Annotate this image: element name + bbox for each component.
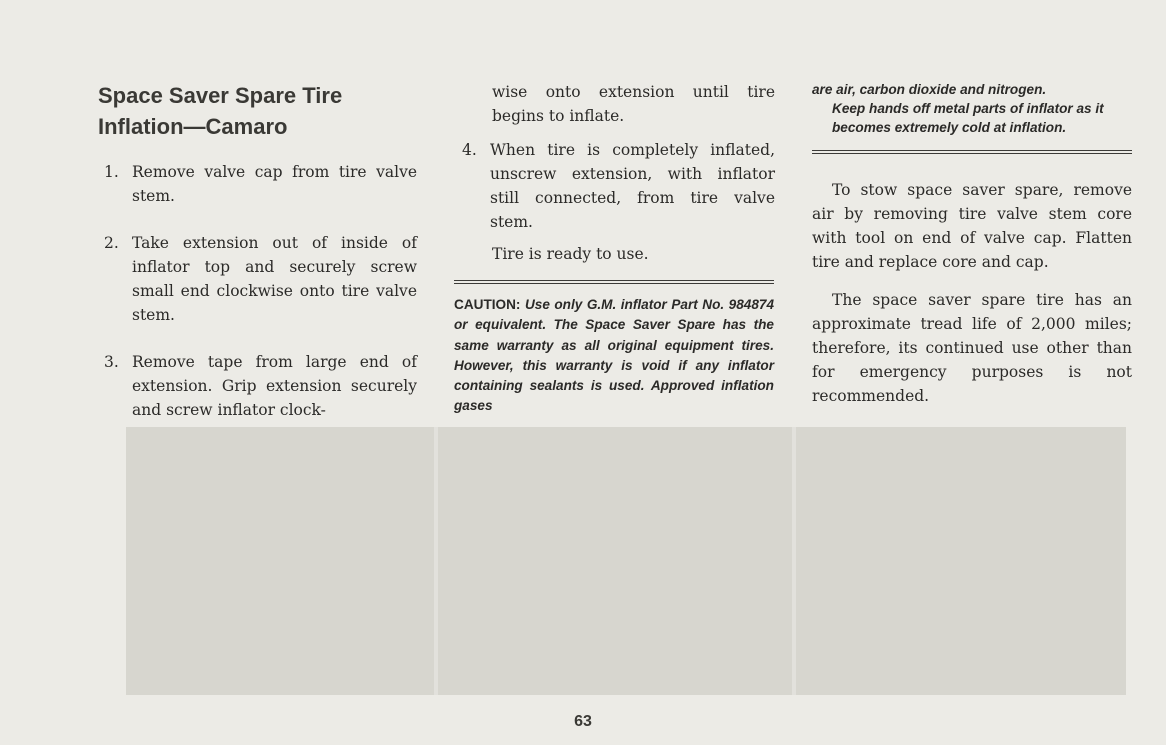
heading-line-1: Space Saver Spare Tire bbox=[98, 83, 343, 108]
section-heading bbox=[98, 80, 428, 142]
step-2 bbox=[104, 231, 417, 327]
column-left bbox=[104, 160, 417, 445]
step-3 bbox=[104, 350, 417, 422]
step-text: Take extension out of inside of inflator top and securely screw small end clockwise onto tire valve stem. bbox=[132, 234, 417, 324]
caution-text: Use only G.M. inflator Part No. 984874 or equivalent. The Space Saver Spare has the same warranty as all original equipment tires. However, this warranty is void if any inflator containing sealants is used. Approved inflation gases bbox=[454, 297, 774, 414]
step-text: When tire is completely inflated, unscrew extension, with inflator still connected, from tire valve stem. bbox=[490, 141, 775, 231]
step-number: 4. bbox=[462, 141, 477, 159]
caution-gases: are air, carbon dioxide and nitrogen. bbox=[812, 82, 1047, 97]
heading-line-2: Inflation—Camaro bbox=[98, 114, 288, 139]
step-number: 1. bbox=[104, 163, 119, 181]
double-rule bbox=[812, 150, 1132, 154]
step-number: 3. bbox=[104, 353, 119, 371]
caution-label: CAUTION: bbox=[454, 297, 521, 312]
step-number: 2. bbox=[104, 234, 119, 252]
column-right bbox=[812, 80, 1132, 422]
double-rule bbox=[454, 280, 774, 284]
step-1 bbox=[104, 160, 417, 208]
step-text: Remove valve cap from tire valve stem. bbox=[132, 163, 417, 205]
page-number: 63 bbox=[574, 713, 592, 730]
step-text: Remove tape from large end of extension. Grip extension securely and screw inflator clock- bbox=[132, 353, 417, 419]
caution-continued bbox=[812, 80, 1132, 137]
column-middle bbox=[454, 80, 775, 417]
step-3-continued: wise onto extension until tire begins to inflate. bbox=[492, 83, 775, 125]
column-divider bbox=[434, 427, 438, 695]
caution-cold-warning: Keep hands off metal parts of inflator as it becomes extremely cold at inflation. bbox=[832, 101, 1104, 135]
stow-paragraph: To stow space saver spare, remove air by removing tire valve stem core with tool on end of valve cap. Flatten tire and replace core and cap. bbox=[812, 181, 1132, 271]
show-through-area bbox=[126, 427, 1126, 695]
column-divider bbox=[792, 427, 796, 695]
caution-box bbox=[454, 295, 774, 417]
tread-life-paragraph: The space saver spare tire has an approximate tread life of 2,000 miles; therefore, its continued use other than for emergency purposes is not recommended. bbox=[812, 291, 1132, 405]
ready-text: Tire is ready to use. bbox=[492, 245, 649, 263]
step-4 bbox=[462, 138, 775, 234]
